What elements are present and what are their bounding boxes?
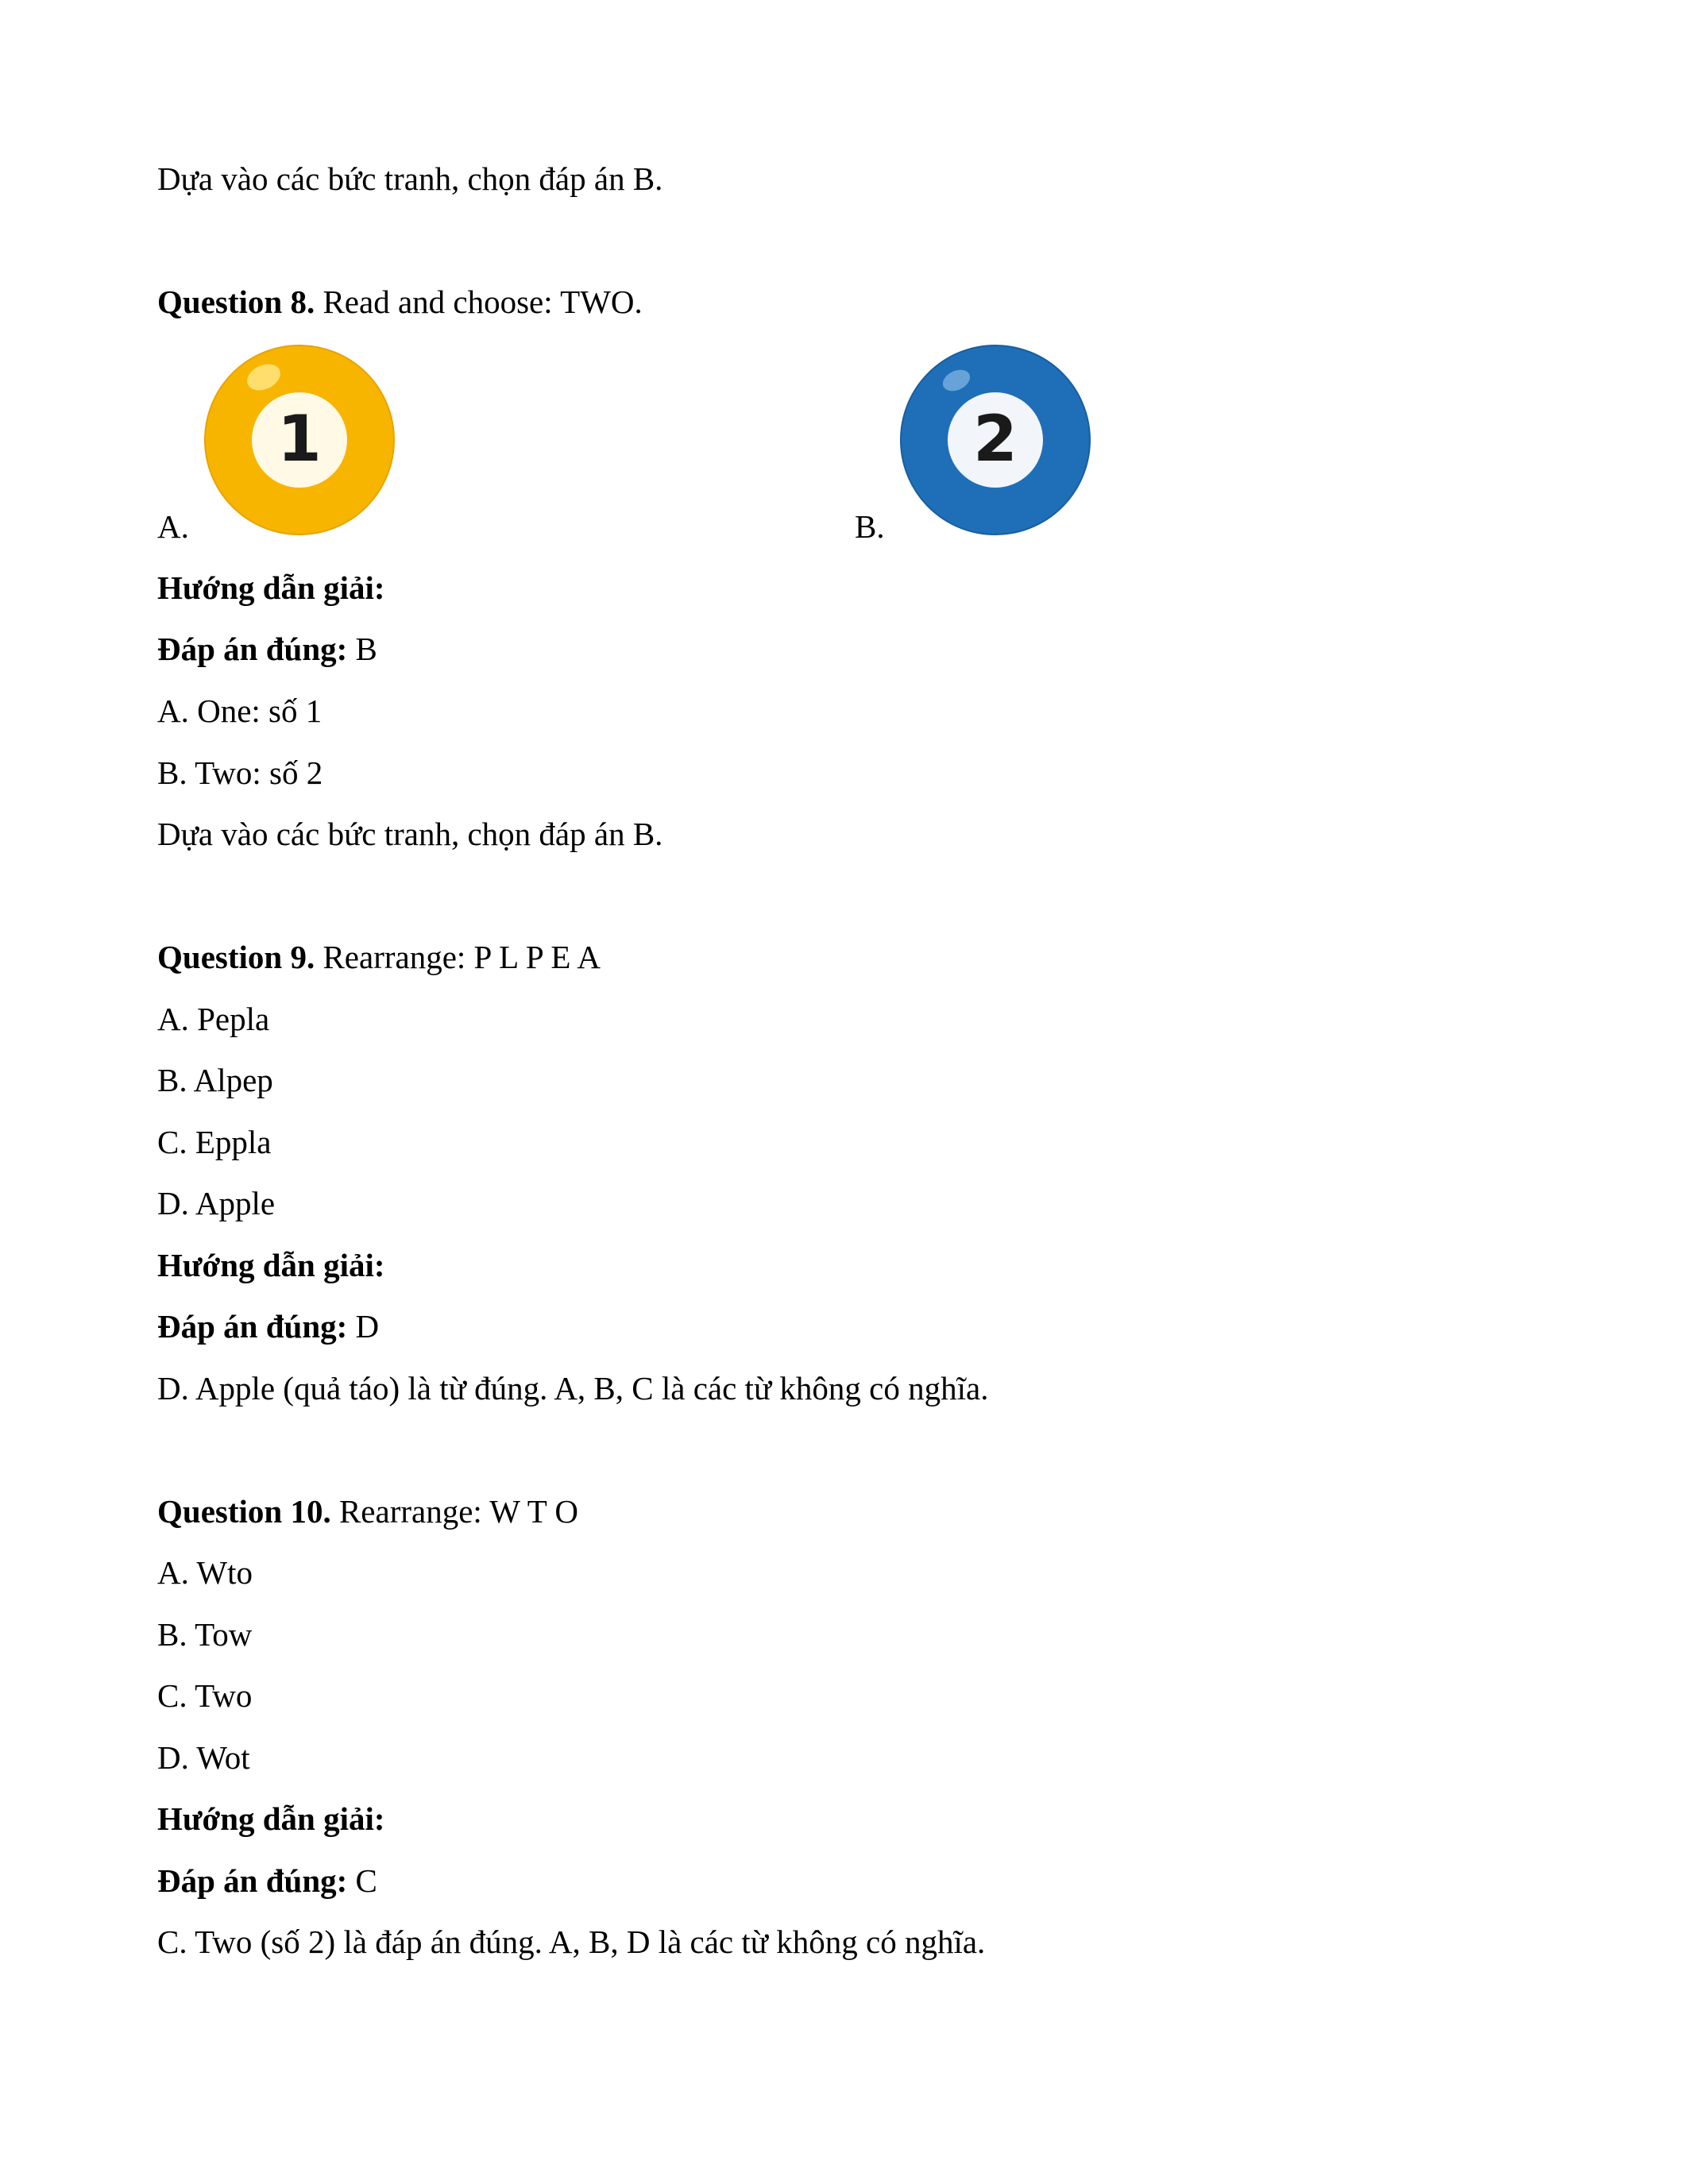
q10-answer	[157, 1862, 377, 1899]
q9-answer-value: D	[347, 1308, 380, 1345]
q8-explanation-3: Dựa vào các bức tranh, chọn đáp án B.	[157, 816, 663, 852]
q10-option-a[interactable]: A. Wto	[157, 1554, 253, 1591]
q10-option-d[interactable]: D. Wot	[157, 1739, 250, 1776]
q10-option-c[interactable]: C. Two	[157, 1677, 253, 1714]
question-10-heading	[157, 1495, 578, 1528]
q8-explanation-1: A. One: số 1	[157, 693, 323, 729]
q9-answer-label: Đáp án đúng:	[157, 1308, 348, 1345]
q10-answer-label: Đáp án đúng:	[157, 1862, 348, 1899]
q8-option-b-label[interactable]: B.	[855, 508, 885, 545]
question-9-label: Question 9.	[157, 939, 315, 975]
question-8-prompt: Read and choose: TWO.	[315, 284, 643, 320]
q10-answer-value: C	[347, 1862, 377, 1899]
q9-option-b[interactable]: B. Alpep	[157, 1062, 273, 1098]
blue-ball-2-icon[interactable]	[899, 344, 1091, 536]
yellow-ball-1-icon[interactable]	[203, 344, 396, 536]
q9-guide-label: Hướng dẫn giải:	[157, 1247, 385, 1283]
intro-text: Dựa vào các bức tranh, chọn đáp án B.	[157, 160, 663, 197]
q9-explanation: D. Apple (quả táo) là từ đúng. A, B, C là các từ không có nghĩa.	[157, 1370, 989, 1406]
q8-guide-label: Hướng dẫn giải:	[157, 569, 385, 606]
q9-option-c[interactable]: C. Eppla	[157, 1124, 272, 1160]
question-10-prompt: Rearrange: W T O	[330, 1493, 578, 1530]
q8-option-a-label[interactable]: A.	[157, 508, 189, 545]
q9-option-a[interactable]: A. Pepla	[157, 1001, 270, 1037]
question-8-label: Question 8.	[157, 284, 315, 320]
ball-number: 1	[277, 402, 322, 476]
question-10-label: Question 10.	[157, 1493, 331, 1530]
q10-option-b[interactable]: B. Tow	[157, 1616, 253, 1653]
question-8-heading	[157, 286, 643, 318]
ball-number: 2	[973, 402, 1018, 476]
q9-option-d[interactable]: D. Apple	[157, 1185, 276, 1221]
q10-guide-label: Hướng dẫn giải:	[157, 1800, 385, 1837]
q10-explanation: C. Two (số 2) là đáp án đúng. A, B, D là các từ không có nghĩa.	[157, 1924, 986, 1960]
q8-answer-value: B	[347, 631, 377, 667]
q8-explanation-2: B. Two: số 2	[157, 754, 323, 791]
q9-answer	[157, 1310, 379, 1343]
q8-answer-label: Đáp án đúng:	[157, 631, 348, 667]
question-9-heading	[157, 941, 601, 974]
question-9-prompt: Rearrange: P L P E A	[315, 939, 601, 975]
q8-answer	[157, 633, 377, 666]
